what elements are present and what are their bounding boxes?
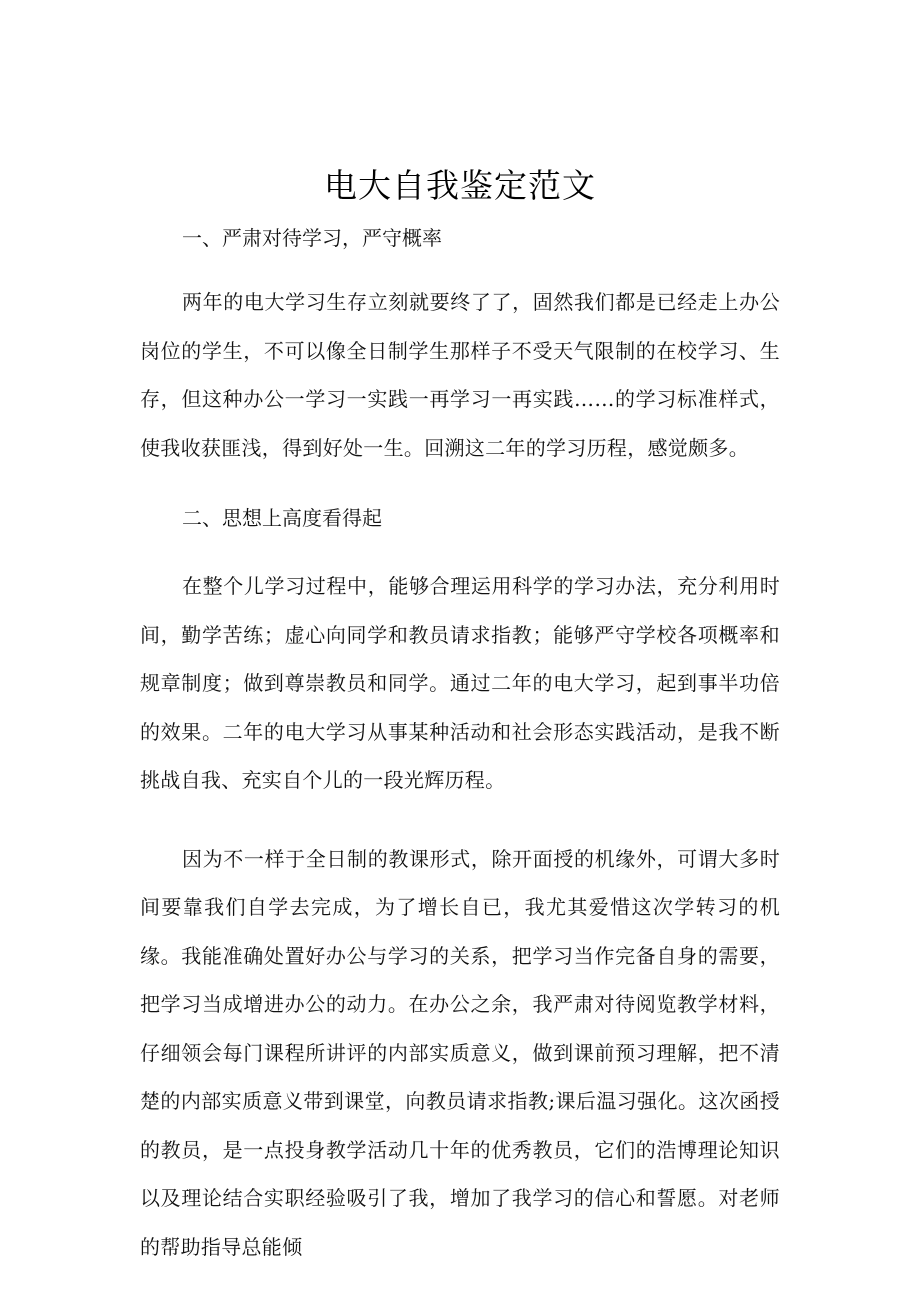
- paragraph-2: 在整个儿学习过程中，能够合理运用科学的学习办法，充分利用时间，勤学苦练；虚心向同学和教员请求指教；能够严守学校各项概率和规章制度；做到尊崇教员和同学。通过二年的电大学习，起到事半功倍的效果。二年的电大学习从事某种活动和社会形态实践活动，是我不断挑战自我、充实自个儿的一段光辉历程。: [140, 574, 780, 792]
- section-heading-2: 二、思想上高度看得起: [182, 506, 382, 530]
- section-heading-1: 一、严肃对待学习，严守概率: [182, 226, 442, 250]
- spacer: [140, 256, 780, 278]
- paragraph-3: 因为不一样于全日制的教课形式，除开面授的机缘外，可谓大多时间要靠我们自学去完成，为了增长自已，我尤其爱惜这次学转习的机缘。我能准确处置好办公与学习的关系，把学习当作完备自身的需要，把学习当成增进办公的动力。在办公之余，我严肃对待阅览教学材料，仔细领会每门课程所讲评的内部实质意义，做到课前预习理解，把不清楚的内部实质意义带到课堂，向教员请求指教;课后温习强化。这次函授的教员，是一点投身教学活动几十年的优秀教员，它们的浩博理论知识以及理论结合实职经验吸引了我，增加了我学习的信心和誓愿。对老师的帮助指导总能倾: [140, 846, 780, 1259]
- spacer: [140, 536, 780, 562]
- spacer: [140, 805, 780, 835]
- document-body: [140, 220, 780, 1271]
- paragraph-1: 两年的电大学习生存立刻就要终了了，固然我们都是已经走上办公岗位的学生，不可以像全日制学生那样子不受天气限制的在校学习、生存，但这种办公一学习一实践一再学习一再实践……的学习标准样式，使我收获匪浅，得到好处一生。回溯这二年的学习历程，感觉颇多。: [140, 290, 780, 460]
- document-title: 电大自我鉴定范文: [324, 166, 596, 205]
- spacer: [140, 472, 780, 500]
